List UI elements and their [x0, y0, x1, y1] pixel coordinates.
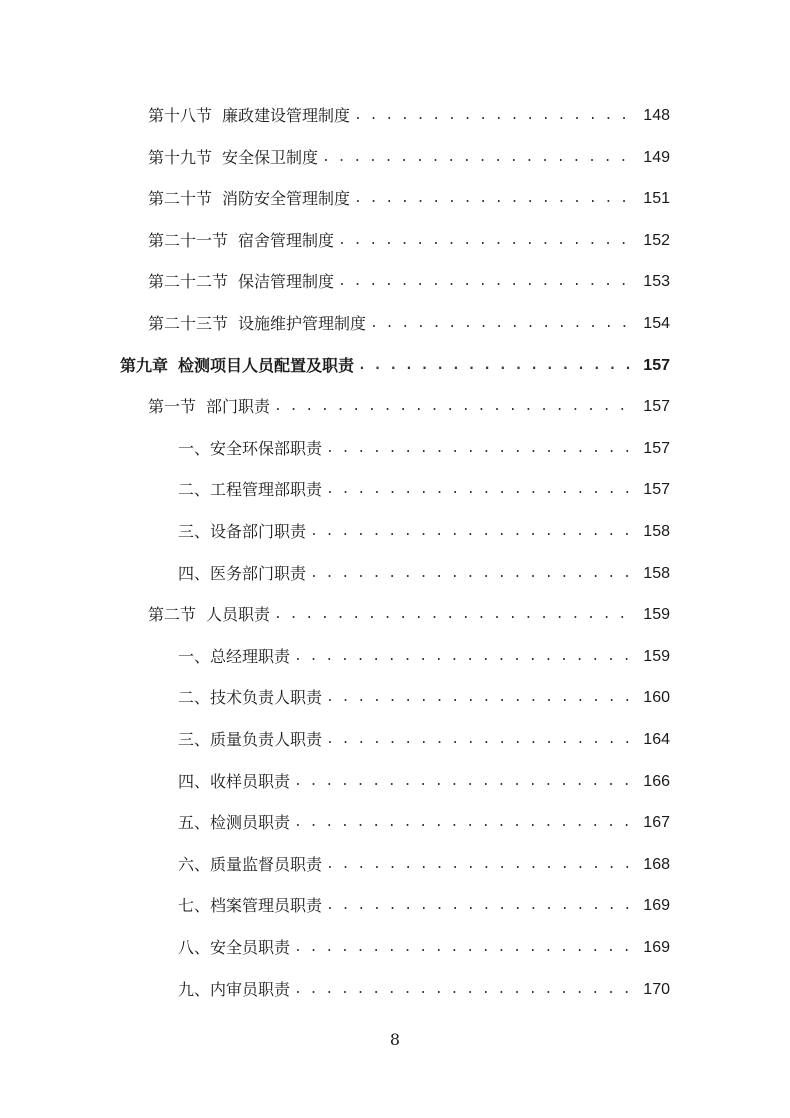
toc-entry-title: 设施维护管理制度: [238, 314, 367, 333]
toc-entry-number: 第一节: [148, 397, 197, 417]
toc-entry-label: [178, 803, 294, 843]
toc-entry-number: 第十八节: [148, 106, 213, 125]
toc-entry-page: 164: [643, 731, 670, 748]
toc-entry-title: 人员职责: [206, 605, 271, 625]
toc-entry-title: 九、内审员职责: [178, 979, 291, 999]
toc-entry-page: 153: [643, 273, 670, 291]
toc-dot-leader: [370, 304, 637, 344]
toc-entry-item[interactable]: [178, 512, 670, 552]
toc-dot-leader: [294, 928, 637, 968]
toc-entry-item[interactable]: [178, 637, 670, 677]
toc-entry-item[interactable]: [178, 554, 670, 594]
toc-entry-title: 四、收样员职责: [178, 771, 291, 791]
toc-entry-page: 160: [643, 689, 670, 707]
toc-dot-leader: [274, 387, 637, 427]
toc-entry-title: 二、工程管理部职责: [178, 480, 323, 500]
toc-entry-number: 第二十节: [148, 189, 213, 209]
toc-entry-item[interactable]: [178, 762, 670, 802]
toc-entry-number: 第二十三节: [148, 314, 229, 333]
toc-dot-leader: [310, 512, 637, 552]
toc-entry-title: 宿舍管理制度: [238, 230, 335, 250]
toc-entry-section[interactable]: [148, 96, 670, 136]
toc-dot-leader: [354, 96, 637, 136]
toc-entry-item[interactable]: [178, 928, 670, 968]
toc-dot-leader: [294, 762, 637, 802]
toc-entry-label: [120, 346, 358, 386]
toc-dot-leader: [338, 221, 637, 261]
toc-entry-item[interactable]: [178, 470, 670, 510]
toc-entry-title: 七、档案管理员职责: [178, 896, 323, 916]
toc-entry-label: [148, 179, 354, 219]
toc-entry-page: 151: [643, 190, 670, 208]
toc-entry-page: 149: [643, 148, 670, 166]
toc-entry-item[interactable]: [178, 803, 670, 843]
toc-entry-page: 157: [643, 481, 670, 499]
toc-dot-leader: [294, 803, 637, 843]
toc-entry-page: 154: [643, 315, 670, 332]
toc-dot-leader: [326, 470, 637, 510]
toc-entry-chapter[interactable]: [120, 346, 670, 386]
toc-entry-label: [178, 554, 310, 594]
toc-entry-item[interactable]: [178, 845, 670, 885]
toc-entry-label: [148, 138, 322, 178]
toc-dot-leader: [338, 262, 637, 302]
toc-dot-leader: [326, 845, 637, 885]
toc-entry-label: [178, 678, 326, 718]
toc-entry-number: 第二十二节: [148, 272, 229, 292]
toc-entry-section[interactable]: [148, 595, 670, 635]
toc-entry-title: 五、检测员职责: [178, 813, 291, 833]
toc-entry-label: [178, 886, 326, 926]
toc-dot-leader: [326, 720, 637, 760]
toc-entry-label: [148, 304, 370, 344]
toc-entry-title: 三、质量负责人职责: [178, 730, 323, 749]
toc-entry-title: 安全保卫制度: [222, 147, 319, 167]
toc-entry-page: 168: [643, 855, 670, 873]
toc-entry-label: [148, 96, 354, 136]
toc-dot-leader: [322, 138, 637, 178]
toc-entry-label: [178, 512, 310, 552]
toc-dot-leader: [354, 179, 637, 219]
toc-entry-title: 保洁管理制度: [238, 272, 335, 292]
toc-entry-title: 部门职责: [206, 397, 271, 417]
toc-dot-leader: [326, 429, 637, 469]
toc-dot-leader: [326, 678, 637, 718]
toc-entry-title: 一、总经理职责: [178, 646, 291, 666]
toc-dot-leader: [294, 637, 637, 677]
toc-entry-page: 167: [643, 814, 670, 832]
toc-entry-section[interactable]: [148, 179, 670, 219]
toc-entry-label: [178, 845, 326, 885]
toc-entry-page: 148: [643, 107, 670, 124]
toc-entry-page: 158: [643, 523, 670, 540]
toc-entry-label: [148, 387, 274, 427]
toc-dot-leader: [310, 554, 637, 594]
toc-dot-leader: [326, 886, 637, 926]
toc-entry-page: 159: [643, 647, 670, 665]
toc-entry-label: [148, 221, 338, 261]
toc-entry-item[interactable]: [178, 970, 670, 1010]
toc-entry-label: [178, 429, 326, 469]
toc-entry-page: 159: [643, 606, 670, 624]
toc-dot-leader: [274, 595, 637, 635]
toc-entry-section[interactable]: [148, 138, 670, 178]
toc-entry-title: 四、医务部门职责: [178, 563, 307, 583]
toc-entry-section[interactable]: [148, 304, 670, 344]
toc-entry-title: 消防安全管理制度: [222, 189, 351, 209]
toc-entry-number: 第二十一节: [148, 230, 229, 250]
toc-entry-label: [178, 470, 326, 510]
toc-entry-title: 廉政建设管理制度: [222, 106, 351, 125]
toc-entry-title: 一、安全环保部职责: [178, 438, 323, 458]
toc-entry-item[interactable]: [178, 429, 670, 469]
toc-entry-number: 第二节: [148, 605, 197, 625]
toc-entry-label: [148, 262, 338, 302]
toc-entry-section[interactable]: [148, 262, 670, 302]
toc-entry-item[interactable]: [178, 720, 670, 760]
toc-entry-page: 169: [643, 897, 670, 915]
toc-entry-page: 169: [643, 939, 670, 956]
toc-entry-label: [178, 762, 294, 802]
toc-entry-number: 第十九节: [148, 147, 213, 167]
toc-entry-label: [178, 970, 294, 1010]
toc-entry-section[interactable]: [148, 387, 670, 427]
toc-entry-label: [178, 720, 326, 760]
toc-entry-page: 166: [643, 772, 670, 790]
page-number: 8: [389, 1030, 401, 1049]
toc-entry-title: 二、技术负责人职责: [178, 688, 323, 708]
toc-entry-page: 158: [643, 564, 670, 582]
toc-entry-item[interactable]: [178, 678, 670, 718]
toc-dot-leader: [358, 346, 637, 386]
toc-entry-title: 六、质量监督员职责: [178, 854, 323, 874]
toc-entry-page: 152: [643, 231, 670, 249]
toc-entry-section[interactable]: [148, 221, 670, 261]
toc-entry-title: 八、安全员职责: [178, 938, 291, 957]
toc-entry-title: 检测项目人员配置及职责: [178, 355, 355, 375]
toc-entry-number: 第九章: [120, 355, 169, 375]
toc-entry-item[interactable]: [178, 886, 670, 926]
toc-entry-page: 157: [643, 356, 670, 374]
toc-dot-leader: [294, 970, 637, 1010]
toc-entry-page: 157: [643, 398, 670, 416]
toc-entry-page: 157: [643, 439, 670, 457]
toc-entry-page: 170: [643, 980, 670, 998]
toc-entry-label: [178, 928, 294, 968]
toc-entry-title: 三、设备部门职责: [178, 522, 307, 541]
toc-entry-label: [148, 595, 274, 635]
toc-entry-label: [178, 637, 294, 677]
